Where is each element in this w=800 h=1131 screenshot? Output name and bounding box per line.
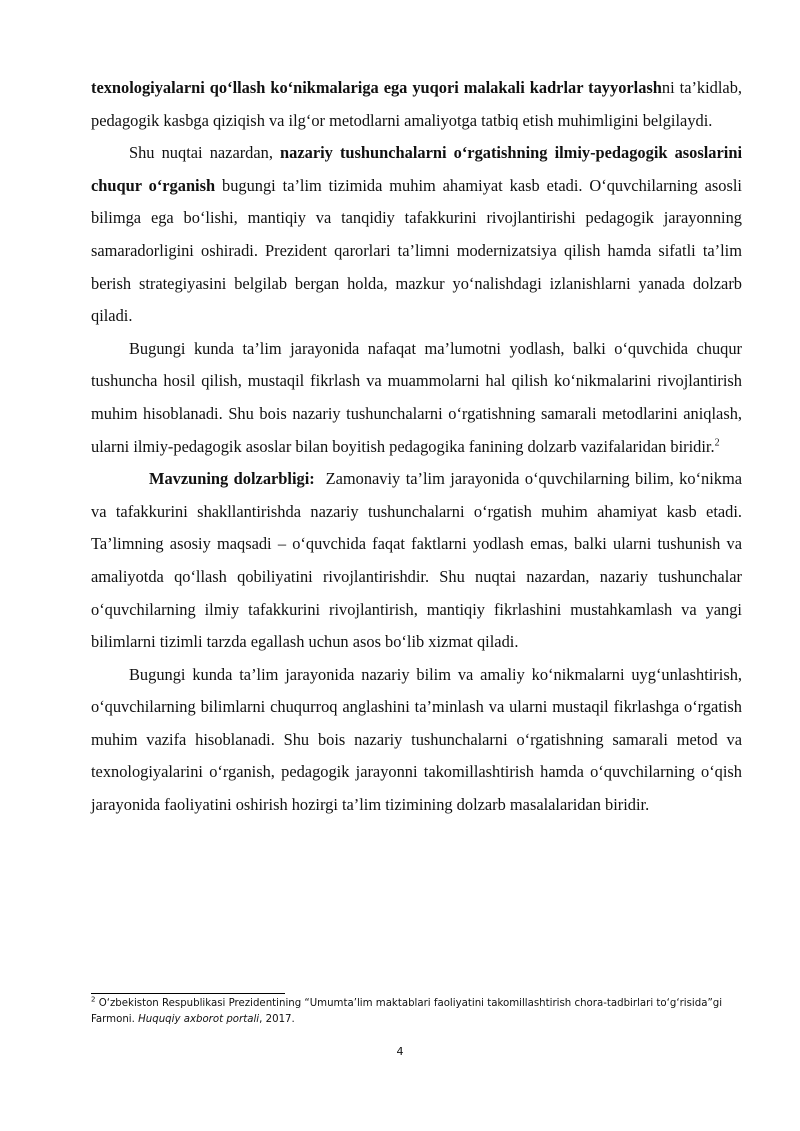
document-body xyxy=(91,72,747,822)
paragraph-text: Bugungi kunda ta’lim jarayonida nafaqat ma’lumotni yodlash, balki o‘quvchida chuqur tushuncha hosil qilish, mustaqil fikrlash va muammolarni hal qilish ko‘nikmalarini rivojlantirish muhim hisoblanadi. Shu bois nazariy tushunchalarni o‘rgatishning samarali metodlarini aniqlash, ularni ilmiy-pedagogik asoslar bilan boyitish pedagogika fanining dolzarb vazifalaridan biridir. xyxy=(91,338,742,456)
bold-phrase: texnologiyalarni qo‘llash ko‘nikmalariga ega yuqori malakali kadrlar tayyorlash xyxy=(91,78,662,97)
footnote-source: Huquqiy axborot portali xyxy=(138,1013,260,1025)
footnote-year: , 2017. xyxy=(259,1013,295,1025)
paragraph-text: Shu nuqtai nazardan, xyxy=(129,143,281,163)
footnote xyxy=(91,996,731,1027)
section-heading: Mavzuning dolzarbligi: xyxy=(149,469,315,489)
paragraph-1 xyxy=(91,72,742,137)
paragraph-text: Zamonaviy ta’lim jarayonida o‘quvchilarning bilim, ko‘nikma va tafakkurini shakllantirishda nazariy tushunchalarni o‘rgatish muhim ahamiyat kasb etadi. Ta’limning asosiy maqsadi – o‘quvchida faqat faktlarni yodlash emas, balki ularni tushunish va amaliyotda qo‘llash qobiliyatini rivojlantirishdir. Shu nuqtai nazardan, nazariy tushunchalar o‘quvchilarning ilmiy tafakkurini rivojlantirish, mantiqiy fikrlashini mustahkamlash va yangi bilimlarni tizimli tarzda egallash uchun asos bo‘lib xizmat qiladi. xyxy=(91,469,747,652)
paragraph-3 xyxy=(91,333,742,463)
paragraph-text: bugungi ta’lim tizimida muhim ahamiyat kasb etadi. O‘quvchilarning asosli bilimga ega bo‘lishi, mantiqiy va tanqidiy tafakkurini rivojlantirishi pedagogik jarayonning samaradorligini oshiradi. Prezident qarorlari ta’limni modernizatsiya qilish hamda sifatli ta’lim berish strategiyasini belgilab bergan holda, mazkur yo‘nalishdagi izlanishlarni yanada dolzarb qiladi. xyxy=(91,175,742,326)
footnote-number: 2 xyxy=(91,995,96,1004)
bold-phrase: nazariy tushunchalarni o‘rgatishning ilmiy-pedagogik asoslarini chuqur o‘rganish xyxy=(91,143,742,195)
paragraph-text: ni ta’kidlab, pedagogik kasbga qiziqish va ilg‘or metodlarni amaliyotga tatbiq etish muhimligini belgilaydi. xyxy=(91,78,743,130)
footnote-separator xyxy=(91,993,285,994)
paragraph-relevance xyxy=(91,463,747,659)
footnote-text: O‘zbekiston Respublikasi Prezidentining “Umumta’lim maktablari faoliyatini takomillashtirish chora-tadbirlari to‘g‘risida”gi Farmoni. xyxy=(91,998,723,1025)
paragraph-5 xyxy=(91,659,742,822)
paragraph-text: Bugungi kunda ta’lim jarayonida nazariy bilim va amaliy ko‘nikmalarni uyg‘unlashtirish, o‘quvchilarning bilimlarni chuqurroq anglashini ta’minlash va ularni mustaqil fikrlashga o‘rgatish muhim vazifa hisoblanadi. Shu bois nazariy tushunchalarni o‘rgatishning samarali metod va texnologiyalarini o‘rganish, pedagogik jarayonni takomillashtirish hamda o‘quvchilarning o‘qish jarayonida faoliyatini oshirish hozirgi ta’lim tizimining dolzarb masalalaridan biridir. xyxy=(91,664,742,815)
paragraph-2 xyxy=(91,137,742,333)
page-number: 4 xyxy=(396,1045,404,1058)
footnote-reference[interactable]: 2 xyxy=(714,437,720,449)
